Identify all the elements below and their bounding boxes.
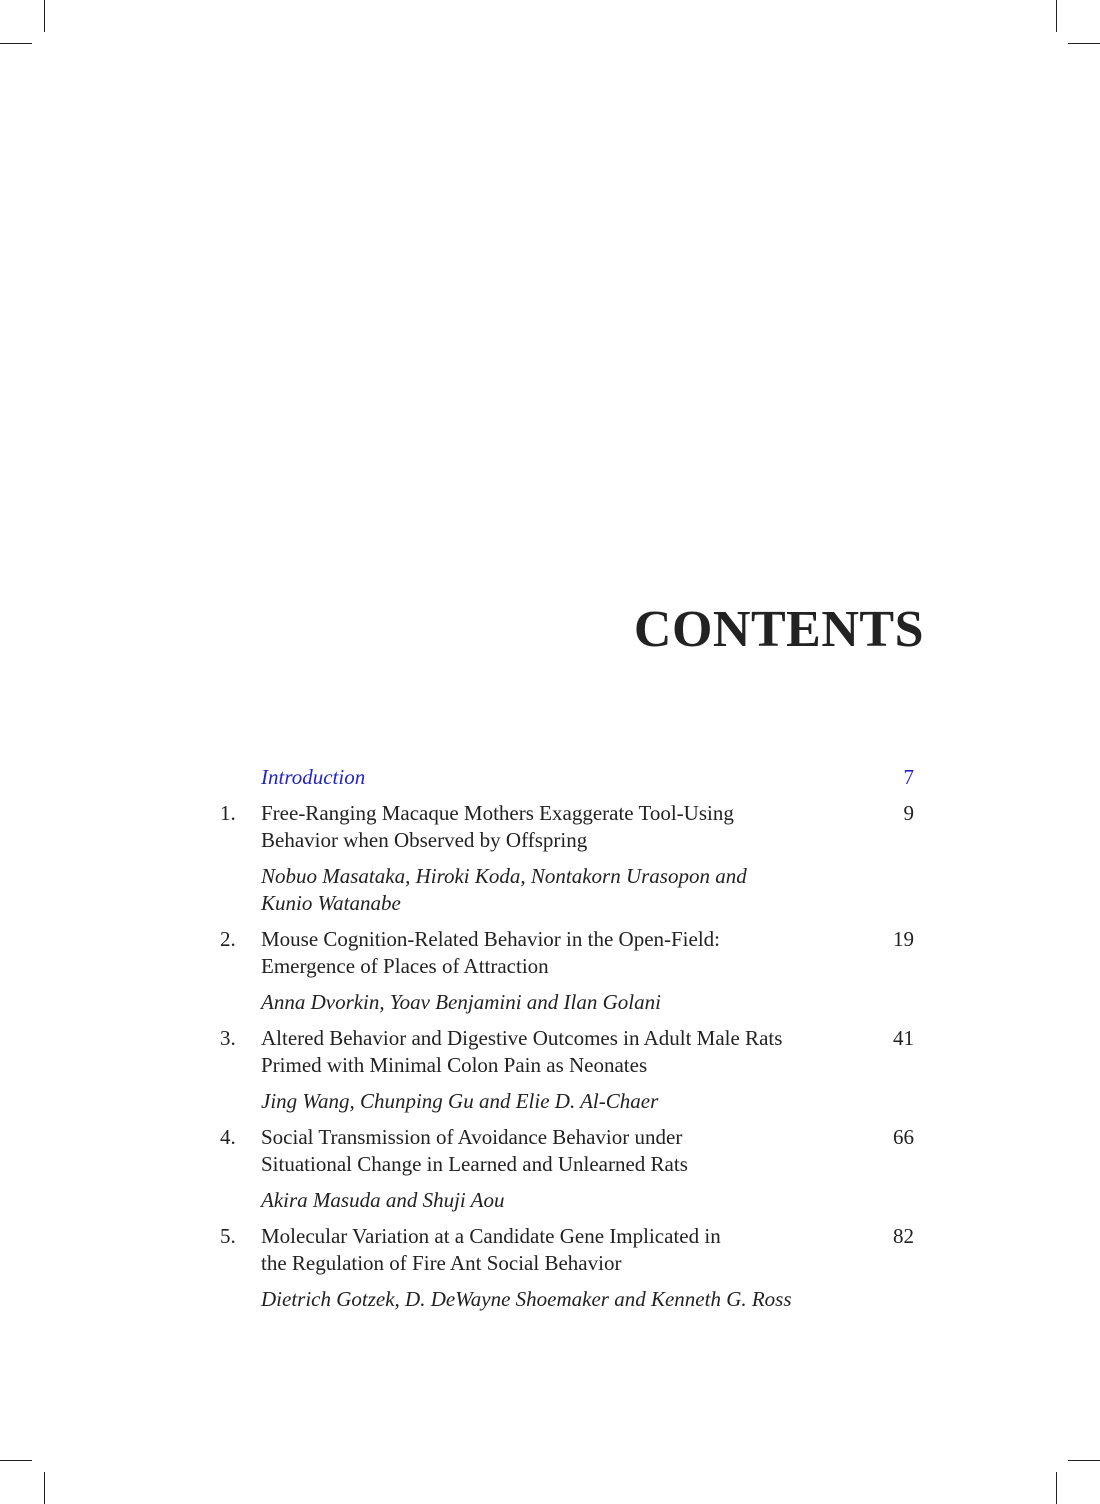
toc-page-number: 66 bbox=[893, 1125, 914, 1149]
toc-entry-title bbox=[261, 1223, 841, 1277]
toc-row bbox=[220, 1124, 916, 1178]
toc-entry bbox=[220, 1124, 916, 1214]
toc-page-number: 41 bbox=[893, 1026, 914, 1050]
crop-mark-top-left-horizontal bbox=[0, 43, 32, 44]
toc-entry-authors bbox=[261, 989, 861, 1016]
toc-title-line: Situational Change in Learned and Unlearned Rats bbox=[261, 1152, 688, 1176]
toc-row bbox=[220, 1025, 916, 1079]
toc-entry-number: 4. bbox=[220, 1125, 236, 1149]
toc-page-number: 9 bbox=[903, 801, 914, 825]
toc-entry-title bbox=[261, 800, 841, 854]
toc-row bbox=[220, 1223, 916, 1277]
toc-entry-authors bbox=[261, 1187, 861, 1214]
toc-title-line: Free-Ranging Macaque Mothers Exaggerate Tool-Using bbox=[261, 801, 734, 825]
crop-mark-top-right-vertical bbox=[1056, 0, 1057, 32]
toc-page-number[interactable]: 7 bbox=[903, 765, 914, 789]
toc-entry-number: 1. bbox=[220, 801, 236, 825]
toc-title-line: Altered Behavior and Digestive Outcomes in Adult Male Rats bbox=[261, 1026, 783, 1050]
toc-title-line: Mouse Cognition-Related Behavior in the Open-Field: bbox=[261, 927, 721, 951]
toc-entry-title[interactable]: Introduction bbox=[261, 765, 366, 789]
toc-authors-line: Anna Dvorkin, Yoav Benjamini and Ilan Golani bbox=[261, 990, 661, 1014]
toc-authors-line: Nobuo Masataka, Hiroki Koda, Nontakorn Urasopon and bbox=[261, 864, 747, 888]
crop-mark-bottom-left-vertical bbox=[44, 1472, 45, 1504]
toc-entry-title bbox=[261, 926, 841, 980]
toc-page-number: 82 bbox=[893, 1224, 914, 1248]
toc-row bbox=[220, 926, 916, 980]
table-of-contents bbox=[220, 764, 916, 1322]
toc-entry-title bbox=[261, 1025, 841, 1079]
toc-entry-authors bbox=[261, 1088, 861, 1115]
toc-title-line: Behavior when Observed by Offspring bbox=[261, 828, 588, 852]
crop-mark-top-left-vertical bbox=[44, 0, 45, 32]
page-title: CONTENTS bbox=[633, 601, 924, 658]
crop-mark-top-right-horizontal bbox=[1068, 43, 1100, 44]
toc-title-line: Molecular Variation at a Candidate Gene Implicated in bbox=[261, 1224, 721, 1248]
toc-authors-line: Akira Masuda and Shuji Aou bbox=[261, 1188, 505, 1212]
toc-authors-line: Kunio Watanabe bbox=[261, 891, 401, 915]
toc-entry-authors bbox=[261, 1286, 861, 1313]
toc-entry-title bbox=[261, 1124, 841, 1178]
toc-title-line: Social Transmission of Avoidance Behavior under bbox=[261, 1125, 683, 1149]
toc-title-line: the Regulation of Fire Ant Social Behavior bbox=[261, 1251, 622, 1275]
crop-mark-bottom-right-horizontal bbox=[1068, 1460, 1100, 1461]
toc-entry bbox=[220, 1025, 916, 1115]
toc-row bbox=[220, 800, 916, 854]
toc-title-line: Primed with Minimal Colon Pain as Neonates bbox=[261, 1053, 648, 1077]
toc-entry-number: 2. bbox=[220, 927, 236, 951]
toc-row bbox=[220, 764, 916, 791]
toc-authors-line: Jing Wang, Chunping Gu and Elie D. Al-Chaer bbox=[261, 1089, 659, 1113]
toc-entry bbox=[220, 800, 916, 917]
toc-title-line: Emergence of Places of Attraction bbox=[261, 954, 549, 978]
toc-entry-authors bbox=[261, 863, 861, 917]
toc-page-number: 19 bbox=[893, 927, 914, 951]
toc-entry-number: 5. bbox=[220, 1224, 236, 1248]
toc-entry bbox=[220, 1223, 916, 1313]
toc-entry bbox=[220, 926, 916, 1016]
crop-mark-bottom-right-vertical bbox=[1056, 1472, 1057, 1504]
toc-authors-line: Dietrich Gotzek, D. DeWayne Shoemaker and Kenneth G. Ross bbox=[261, 1287, 792, 1311]
toc-entry-introduction[interactable] bbox=[220, 764, 916, 791]
toc-entry-number: 3. bbox=[220, 1026, 236, 1050]
crop-mark-bottom-left-horizontal bbox=[0, 1460, 32, 1461]
